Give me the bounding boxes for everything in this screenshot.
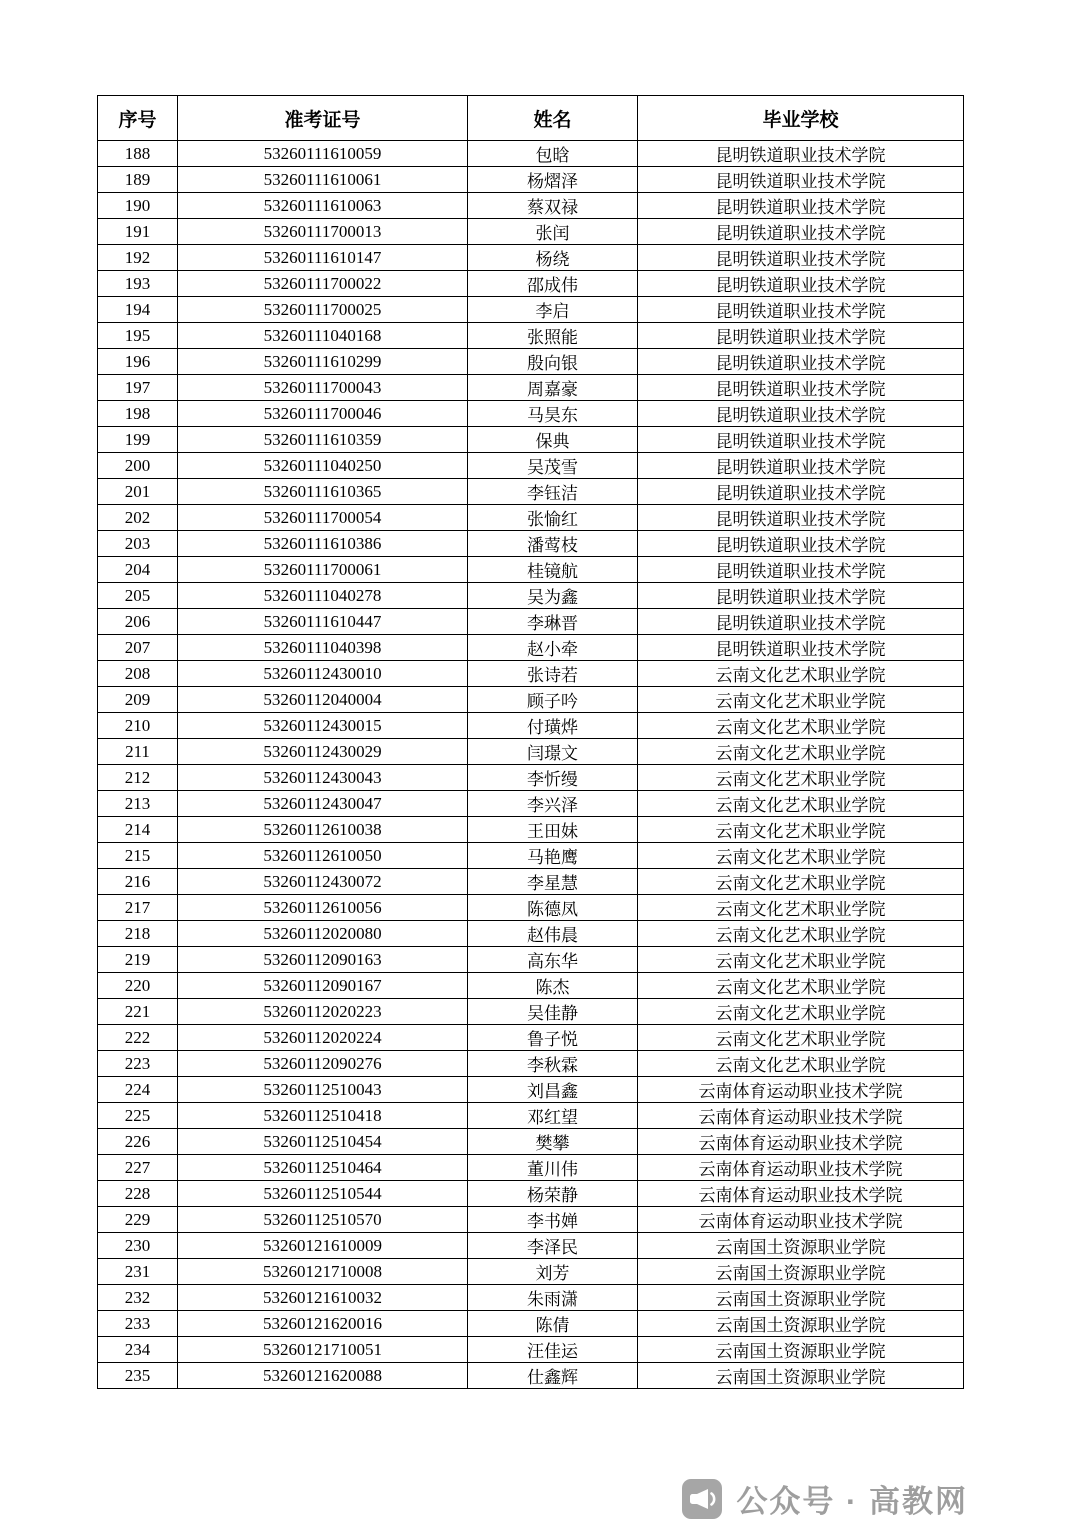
cell-serial-number: 235: [98, 1363, 178, 1389]
cell-serial-number: 203: [98, 531, 178, 557]
cell-admission-ticket: 53260111610147: [178, 245, 468, 271]
cell-school: 云南国土资源职业学院: [638, 1311, 964, 1337]
cell-serial-number: 194: [98, 297, 178, 323]
cell-school: 云南文化艺术职业学院: [638, 973, 964, 999]
cell-admission-ticket: 53260112430010: [178, 661, 468, 687]
cell-admission-ticket: 53260112510043: [178, 1077, 468, 1103]
cell-serial-number: 191: [98, 219, 178, 245]
cell-school: 云南国土资源职业学院: [638, 1285, 964, 1311]
cell-admission-ticket: 53260112020223: [178, 999, 468, 1025]
cell-serial-number: 223: [98, 1051, 178, 1077]
cell-admission-ticket: 53260111610059: [178, 141, 468, 167]
table-row: [98, 375, 964, 401]
cell-name: 蔡双禄: [468, 193, 638, 219]
cell-serial-number: 202: [98, 505, 178, 531]
cell-name: 闫璟文: [468, 739, 638, 765]
cell-admission-ticket: 53260111040168: [178, 323, 468, 349]
table-row: [98, 1129, 964, 1155]
table-row: [98, 167, 964, 193]
header-name: 姓名: [468, 96, 638, 141]
cell-admission-ticket: 53260111700061: [178, 557, 468, 583]
cell-serial-number: 190: [98, 193, 178, 219]
cell-school: 昆明铁道职业技术学院: [638, 557, 964, 583]
cell-admission-ticket: 53260112430047: [178, 791, 468, 817]
table-row: [98, 661, 964, 687]
cell-school: 云南文化艺术职业学院: [638, 687, 964, 713]
cell-serial-number: 231: [98, 1259, 178, 1285]
cell-serial-number: 230: [98, 1233, 178, 1259]
table-row: [98, 1155, 964, 1181]
cell-admission-ticket: 53260112610038: [178, 817, 468, 843]
cell-admission-ticket: 53260112430015: [178, 713, 468, 739]
table-row: [98, 1077, 964, 1103]
cell-name: 张诗若: [468, 661, 638, 687]
cell-name: 杨熠泽: [468, 167, 638, 193]
cell-name: 包晗: [468, 141, 638, 167]
cell-name: 桂镜航: [468, 557, 638, 583]
table-row: [98, 141, 964, 167]
cell-serial-number: 195: [98, 323, 178, 349]
cell-serial-number: 214: [98, 817, 178, 843]
header-serial-number: 序号: [98, 96, 178, 141]
cell-name: 殷向银: [468, 349, 638, 375]
cell-name: 李钰洁: [468, 479, 638, 505]
cell-name: 邓红望: [468, 1103, 638, 1129]
cell-name: 李启: [468, 297, 638, 323]
cell-admission-ticket: 53260112020224: [178, 1025, 468, 1051]
cell-school: 昆明铁道职业技术学院: [638, 453, 964, 479]
cell-serial-number: 234: [98, 1337, 178, 1363]
cell-serial-number: 197: [98, 375, 178, 401]
cell-name: 樊攀: [468, 1129, 638, 1155]
cell-admission-ticket: 53260121620016: [178, 1311, 468, 1337]
cell-admission-ticket: 53260111040398: [178, 635, 468, 661]
cell-serial-number: 204: [98, 557, 178, 583]
cell-name: 邵成伟: [468, 271, 638, 297]
table-row: [98, 1181, 964, 1207]
cell-serial-number: 217: [98, 895, 178, 921]
cell-school: 云南文化艺术职业学院: [638, 869, 964, 895]
cell-school: 昆明铁道职业技术学院: [638, 479, 964, 505]
table-row: [98, 349, 964, 375]
cell-serial-number: 228: [98, 1181, 178, 1207]
cell-school: 昆明铁道职业技术学院: [638, 141, 964, 167]
table-row: [98, 713, 964, 739]
table-row: [98, 401, 964, 427]
cell-admission-ticket: 53260112610050: [178, 843, 468, 869]
cell-admission-ticket: 53260111700025: [178, 297, 468, 323]
cell-school: 云南文化艺术职业学院: [638, 921, 964, 947]
cell-school: 云南文化艺术职业学院: [638, 661, 964, 687]
cell-admission-ticket: 53260111700046: [178, 401, 468, 427]
cell-serial-number: 220: [98, 973, 178, 999]
cell-name: 陈德凤: [468, 895, 638, 921]
cell-name: 李秋霖: [468, 1051, 638, 1077]
cell-name: 李星慧: [468, 869, 638, 895]
watermark: [681, 1476, 968, 1521]
table-row: [98, 427, 964, 453]
cell-admission-ticket: 53260111610359: [178, 427, 468, 453]
cell-name: 李忻缦: [468, 765, 638, 791]
cell-school: 昆明铁道职业技术学院: [638, 427, 964, 453]
header-row: [98, 96, 964, 141]
table-row: [98, 635, 964, 661]
table-row: [98, 245, 964, 271]
cell-name: 吴佳静: [468, 999, 638, 1025]
cell-name: 赵伟晨: [468, 921, 638, 947]
cell-name: 陈倩: [468, 1311, 638, 1337]
cell-name: 汪佳运: [468, 1337, 638, 1363]
cell-name: 高东华: [468, 947, 638, 973]
table-row: [98, 297, 964, 323]
table-row: [98, 921, 964, 947]
cell-serial-number: 200: [98, 453, 178, 479]
cell-school: 云南文化艺术职业学院: [638, 947, 964, 973]
cell-school: 云南文化艺术职业学院: [638, 765, 964, 791]
cell-admission-ticket: 53260111610447: [178, 609, 468, 635]
cell-serial-number: 221: [98, 999, 178, 1025]
cell-serial-number: 229: [98, 1207, 178, 1233]
cell-serial-number: 211: [98, 739, 178, 765]
cell-name: 马昊东: [468, 401, 638, 427]
table-row: [98, 609, 964, 635]
table-row: [98, 765, 964, 791]
cell-school: 昆明铁道职业技术学院: [638, 271, 964, 297]
cell-admission-ticket: 53260121710008: [178, 1259, 468, 1285]
cell-school: 云南国土资源职业学院: [638, 1259, 964, 1285]
cell-admission-ticket: 53260121620088: [178, 1363, 468, 1389]
table-row: [98, 687, 964, 713]
cell-school: 云南体育运动职业技术学院: [638, 1155, 964, 1181]
cell-admission-ticket: 53260111610365: [178, 479, 468, 505]
table-row: [98, 1259, 964, 1285]
cell-serial-number: 226: [98, 1129, 178, 1155]
cell-school: 云南国土资源职业学院: [638, 1363, 964, 1389]
cell-admission-ticket: 53260112090276: [178, 1051, 468, 1077]
cell-school: 云南国土资源职业学院: [638, 1233, 964, 1259]
cell-serial-number: 232: [98, 1285, 178, 1311]
cell-school: 云南文化艺术职业学院: [638, 713, 964, 739]
cell-name: 潘莺枝: [468, 531, 638, 557]
table-row: [98, 999, 964, 1025]
cell-admission-ticket: 53260111700054: [178, 505, 468, 531]
cell-school: 云南文化艺术职业学院: [638, 895, 964, 921]
cell-admission-ticket: 53260111700022: [178, 271, 468, 297]
table-body: [98, 141, 964, 1389]
cell-admission-ticket: 53260111700013: [178, 219, 468, 245]
cell-name: 周嘉豪: [468, 375, 638, 401]
cell-admission-ticket: 53260112090163: [178, 947, 468, 973]
cell-serial-number: 218: [98, 921, 178, 947]
candidate-table: [97, 95, 964, 1389]
cell-school: 云南体育运动职业技术学院: [638, 1129, 964, 1155]
cell-serial-number: 193: [98, 271, 178, 297]
table-row: [98, 557, 964, 583]
table-row: [98, 1103, 964, 1129]
table-row: [98, 947, 964, 973]
cell-name: 李琳晋: [468, 609, 638, 635]
table-row: [98, 1337, 964, 1363]
cell-admission-ticket: 53260111610063: [178, 193, 468, 219]
cell-school: 昆明铁道职业技术学院: [638, 635, 964, 661]
cell-school: 云南文化艺术职业学院: [638, 1025, 964, 1051]
cell-serial-number: 215: [98, 843, 178, 869]
cell-school: 云南文化艺术职业学院: [638, 843, 964, 869]
cell-serial-number: 206: [98, 609, 178, 635]
cell-name: 张愉红: [468, 505, 638, 531]
cell-school: 云南体育运动职业技术学院: [638, 1077, 964, 1103]
cell-school: 云南国土资源职业学院: [638, 1337, 964, 1363]
cell-serial-number: 209: [98, 687, 178, 713]
cell-name: 李兴泽: [468, 791, 638, 817]
cell-admission-ticket: 53260112610056: [178, 895, 468, 921]
cell-school: 昆明铁道职业技术学院: [638, 401, 964, 427]
cell-admission-ticket: 53260121710051: [178, 1337, 468, 1363]
cell-school: 云南文化艺术职业学院: [638, 999, 964, 1025]
cell-school: 云南文化艺术职业学院: [638, 817, 964, 843]
cell-school: 云南文化艺术职业学院: [638, 791, 964, 817]
cell-name: 张闰: [468, 219, 638, 245]
table-row: [98, 193, 964, 219]
table-row: [98, 219, 964, 245]
cell-school: 云南文化艺术职业学院: [638, 1051, 964, 1077]
cell-school: 昆明铁道职业技术学院: [638, 505, 964, 531]
cell-name: 鲁子悦: [468, 1025, 638, 1051]
cell-name: 付璜烨: [468, 713, 638, 739]
table-row: [98, 1285, 964, 1311]
cell-name: 仕鑫辉: [468, 1363, 638, 1389]
table-row: [98, 791, 964, 817]
cell-serial-number: 213: [98, 791, 178, 817]
cell-school: 昆明铁道职业技术学院: [638, 219, 964, 245]
cell-serial-number: 208: [98, 661, 178, 687]
table-row: [98, 973, 964, 999]
cell-admission-ticket: 53260111040278: [178, 583, 468, 609]
table-row: [98, 1311, 964, 1337]
cell-name: 顾子吟: [468, 687, 638, 713]
table-row: [98, 1025, 964, 1051]
cell-serial-number: 224: [98, 1077, 178, 1103]
cell-admission-ticket: 53260111040250: [178, 453, 468, 479]
cell-school: 昆明铁道职业技术学院: [638, 245, 964, 271]
cell-school: 昆明铁道职业技术学院: [638, 375, 964, 401]
table-row: [98, 479, 964, 505]
table-row: [98, 739, 964, 765]
header-graduation-school: 毕业学校: [638, 96, 964, 141]
cell-admission-ticket: 53260112510570: [178, 1207, 468, 1233]
cell-school: 昆明铁道职业技术学院: [638, 323, 964, 349]
cell-serial-number: 201: [98, 479, 178, 505]
table-row: [98, 1207, 964, 1233]
table-row: [98, 453, 964, 479]
cell-admission-ticket: 53260112020080: [178, 921, 468, 947]
cell-name: 刘芳: [468, 1259, 638, 1285]
table-row: [98, 583, 964, 609]
cell-admission-ticket: 53260112510544: [178, 1181, 468, 1207]
cell-admission-ticket: 53260121610032: [178, 1285, 468, 1311]
table-row: [98, 271, 964, 297]
cell-serial-number: 216: [98, 869, 178, 895]
table-row: [98, 843, 964, 869]
table-row: [98, 895, 964, 921]
cell-serial-number: 219: [98, 947, 178, 973]
cell-school: 云南体育运动职业技术学院: [638, 1181, 964, 1207]
cell-school: 昆明铁道职业技术学院: [638, 583, 964, 609]
cell-school: 云南体育运动职业技术学院: [638, 1207, 964, 1233]
cell-admission-ticket: 53260111610299: [178, 349, 468, 375]
cell-admission-ticket: 53260112510454: [178, 1129, 468, 1155]
cell-serial-number: 196: [98, 349, 178, 375]
cell-serial-number: 189: [98, 167, 178, 193]
cell-serial-number: 207: [98, 635, 178, 661]
cell-admission-ticket: 53260111700043: [178, 375, 468, 401]
cell-school: 昆明铁道职业技术学院: [638, 609, 964, 635]
cell-admission-ticket: 53260112510464: [178, 1155, 468, 1181]
cell-admission-ticket: 53260121610009: [178, 1233, 468, 1259]
table-row: [98, 1051, 964, 1077]
cell-admission-ticket: 53260111610386: [178, 531, 468, 557]
table-row: [98, 869, 964, 895]
megaphone-icon: [681, 1478, 723, 1520]
cell-school: 云南体育运动职业技术学院: [638, 1103, 964, 1129]
table-row: [98, 1363, 964, 1389]
cell-name: 刘昌鑫: [468, 1077, 638, 1103]
cell-school: 昆明铁道职业技术学院: [638, 531, 964, 557]
cell-admission-ticket: 53260112510418: [178, 1103, 468, 1129]
cell-name: 陈杰: [468, 973, 638, 999]
header-admission-ticket: 准考证号: [178, 96, 468, 141]
table-row: [98, 323, 964, 349]
table-header: [98, 96, 964, 141]
cell-name: 王田妹: [468, 817, 638, 843]
cell-name: 董川伟: [468, 1155, 638, 1181]
cell-serial-number: 199: [98, 427, 178, 453]
cell-name: 杨绕: [468, 245, 638, 271]
cell-school: 昆明铁道职业技术学院: [638, 297, 964, 323]
cell-school: 昆明铁道职业技术学院: [638, 167, 964, 193]
cell-serial-number: 233: [98, 1311, 178, 1337]
cell-name: 杨荣静: [468, 1181, 638, 1207]
cell-serial-number: 192: [98, 245, 178, 271]
table-row: [98, 1233, 964, 1259]
table-row: [98, 531, 964, 557]
cell-admission-ticket: 53260111610061: [178, 167, 468, 193]
cell-admission-ticket: 53260112040004: [178, 687, 468, 713]
cell-name: 张照能: [468, 323, 638, 349]
cell-serial-number: 222: [98, 1025, 178, 1051]
cell-name: 李泽民: [468, 1233, 638, 1259]
cell-name: 吴为鑫: [468, 583, 638, 609]
cell-name: 李书婵: [468, 1207, 638, 1233]
cell-name: 吴茂雪: [468, 453, 638, 479]
cell-serial-number: 198: [98, 401, 178, 427]
cell-serial-number: 212: [98, 765, 178, 791]
cell-admission-ticket: 53260112430043: [178, 765, 468, 791]
cell-admission-ticket: 53260112430072: [178, 869, 468, 895]
table-row: [98, 817, 964, 843]
cell-admission-ticket: 53260112090167: [178, 973, 468, 999]
table-row: [98, 505, 964, 531]
cell-name: 赵小牵: [468, 635, 638, 661]
cell-serial-number: 205: [98, 583, 178, 609]
cell-name: 朱雨潇: [468, 1285, 638, 1311]
cell-serial-number: 210: [98, 713, 178, 739]
cell-serial-number: 225: [98, 1103, 178, 1129]
cell-school: 昆明铁道职业技术学院: [638, 349, 964, 375]
watermark-label: 公众号 · 高教网: [736, 1484, 968, 1519]
cell-school: 云南文化艺术职业学院: [638, 739, 964, 765]
cell-serial-number: 188: [98, 141, 178, 167]
cell-serial-number: 227: [98, 1155, 178, 1181]
cell-admission-ticket: 53260112430029: [178, 739, 468, 765]
cell-name: 马艳鹰: [468, 843, 638, 869]
cell-school: 昆明铁道职业技术学院: [638, 193, 964, 219]
cell-name: 保典: [468, 427, 638, 453]
